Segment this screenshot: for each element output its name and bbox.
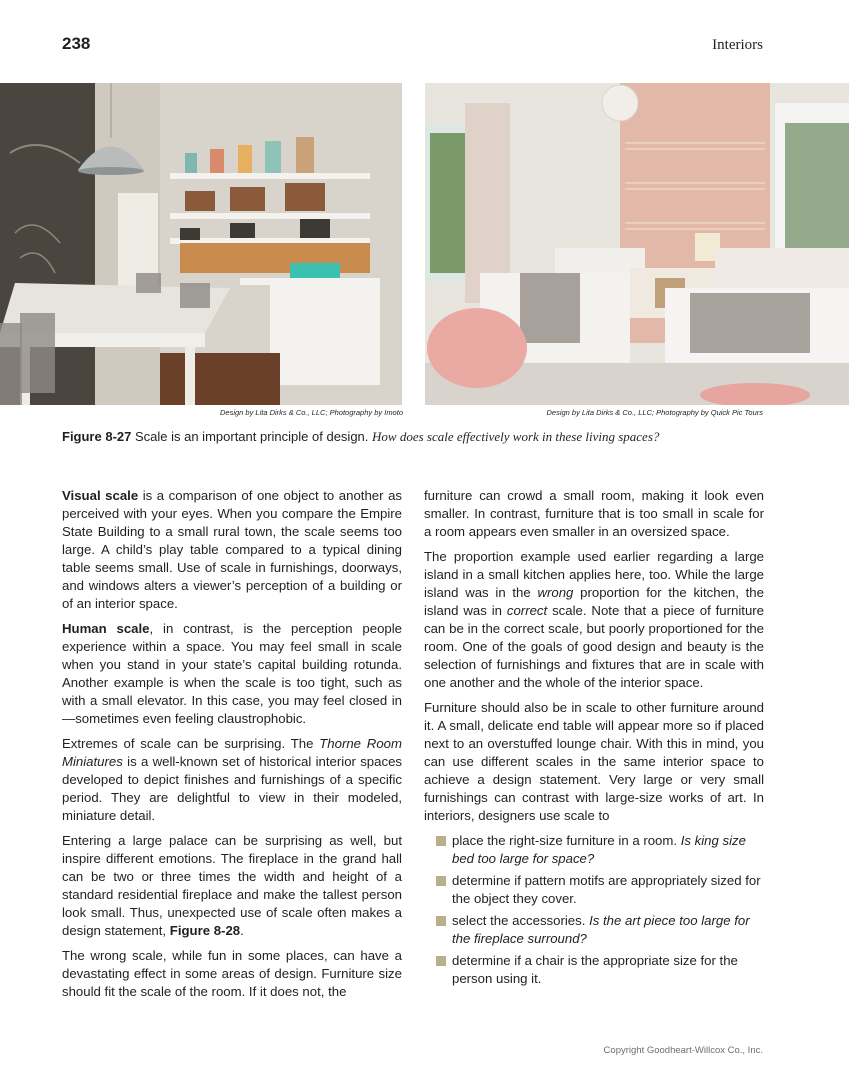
paragraph-palace [62, 832, 402, 940]
page-number: 238 [62, 34, 91, 53]
paragraph-extremes [62, 735, 402, 825]
photo-craft-room [0, 83, 402, 405]
bullet-text: determine if a chair is the appropriate size for the person using it. [452, 953, 738, 986]
paragraph-furniture-scale: Furniture should also be in scale to other furniture around it. A small, delicate end table will appear more so if placed next to an overstuffed lounge chair. With this in mind, you can use different scales in the same interior space to achieve a design statement. Very large or very small furnishings can contrast with large-size works of art. In interiors, designers use scale to [424, 700, 764, 823]
paragraph-text: The proportion example used earlier regarding a large island in a small kitchen applies here, too. While the large island was in the [424, 549, 764, 600]
title-thorne-room: Thorne Room Miniatures [62, 736, 402, 769]
bullet-text: place the right-size furniture in a room. [452, 833, 681, 848]
list-item [424, 832, 764, 868]
bullet-question: Is king size bed too large for space? [452, 833, 746, 866]
bullet-square-icon [436, 836, 446, 846]
paragraph-text: Extremes of scale can be surprising. The [62, 736, 320, 751]
paragraph-text: , in contrast, is the perception people experience within a space. You may feel small in scale when you stand in your state’s capital building rotunda. Another example is when the scale is too tight, such as with a small elevator. In this case, you may feel closed in—sometimes even feeling claustrophobic. [62, 621, 402, 726]
list-item [424, 872, 764, 908]
emphasis-correct: correct [506, 603, 548, 618]
list-item [424, 952, 764, 988]
paragraph-visual-scale [62, 487, 402, 613]
bullet-list [424, 832, 764, 988]
paragraph-text: scale. Note that a piece of furniture can be in the correct scale, but poorly proportioned for the room. One of the goals of good design and beauty is the selection of furnishings and fixtures that are in scale with one another and the whole of the interior space. [424, 603, 765, 690]
paragraph-text: is a well-known set of historical interior spaces developed to depict finishes and furnishings of a specific period. They are delightful to view in their modeled, miniature detail. [62, 754, 402, 823]
figure-caption [62, 429, 772, 445]
paragraph-text: The wrong scale, while fun in some places, can have a devastating effect in some areas of design. Furniture size should fit the scale of the room. If it does not, the [62, 948, 402, 999]
term-visual-scale: Visual scale [62, 488, 139, 503]
paragraph-wrong-scale [62, 947, 402, 1001]
figure-caption-text: Scale is an important principle of design. [134, 429, 369, 444]
term-human-scale: Human scale [62, 621, 150, 636]
emphasis-wrong: wrong [537, 585, 574, 600]
bullet-square-icon [436, 956, 446, 966]
paragraph-proportion [424, 548, 764, 692]
paragraph-text: . [240, 923, 244, 938]
figure-label: Figure 8-27 [62, 429, 132, 444]
photo-credit-left: Design by Lita Dirks & Co., LLC; Photography by Imoto [219, 408, 403, 417]
paragraph-crowd: furniture can crowd a small room, making it look even smaller. In contrast, furniture that is too small in scale for a room appears even smaller in an oversized space. [424, 488, 764, 539]
copyright-footer: Copyright Goodheart-Willcox Co., Inc. [603, 1045, 763, 1056]
list-item [424, 912, 764, 948]
left-column [62, 487, 402, 1008]
bullet-text: select the accessories. [452, 913, 590, 928]
photo-bedroom [425, 83, 849, 405]
bullet-text: determine if pattern motifs are appropriately sized for the object they cover. [452, 873, 761, 906]
paragraph-human-scale [62, 620, 402, 728]
bullet-square-icon [436, 876, 446, 886]
figure-reference: Figure 8-28 [169, 923, 241, 938]
paragraph-text: is a comparison of one object to another as perceived with your eyes. When you compare the Empire State Building to a small rural town, the scale seems too large. A child’s play table compared to a typical dining table seems small. Use of scale in furnishings, doorways, and windows alters a viewer’s perception of a building or of an interior space. [62, 488, 403, 611]
bullet-question: Is the art piece too large for the fireplace surround? [452, 913, 750, 946]
running-head: Interiors [712, 37, 763, 53]
paragraph-text: proportion for the kitchen, the island was in [424, 585, 764, 618]
bullet-square-icon [436, 916, 446, 926]
paragraph-text: Entering a large palace can be surprising as well, but inspire different emotions. The fireplace in the grand hall can be two or three times the width and height of a standard residential fireplace and make the tallest person look small. Thus, unexpected use of scale often makes a design statement, [62, 833, 402, 938]
figure-question: How does scale effectively work in these living spaces? [372, 429, 660, 444]
photo-credit-right: Design by Lita Dirks & Co., LLC; Photography by Quick Pic Tours [546, 408, 763, 417]
right-column [424, 487, 764, 992]
